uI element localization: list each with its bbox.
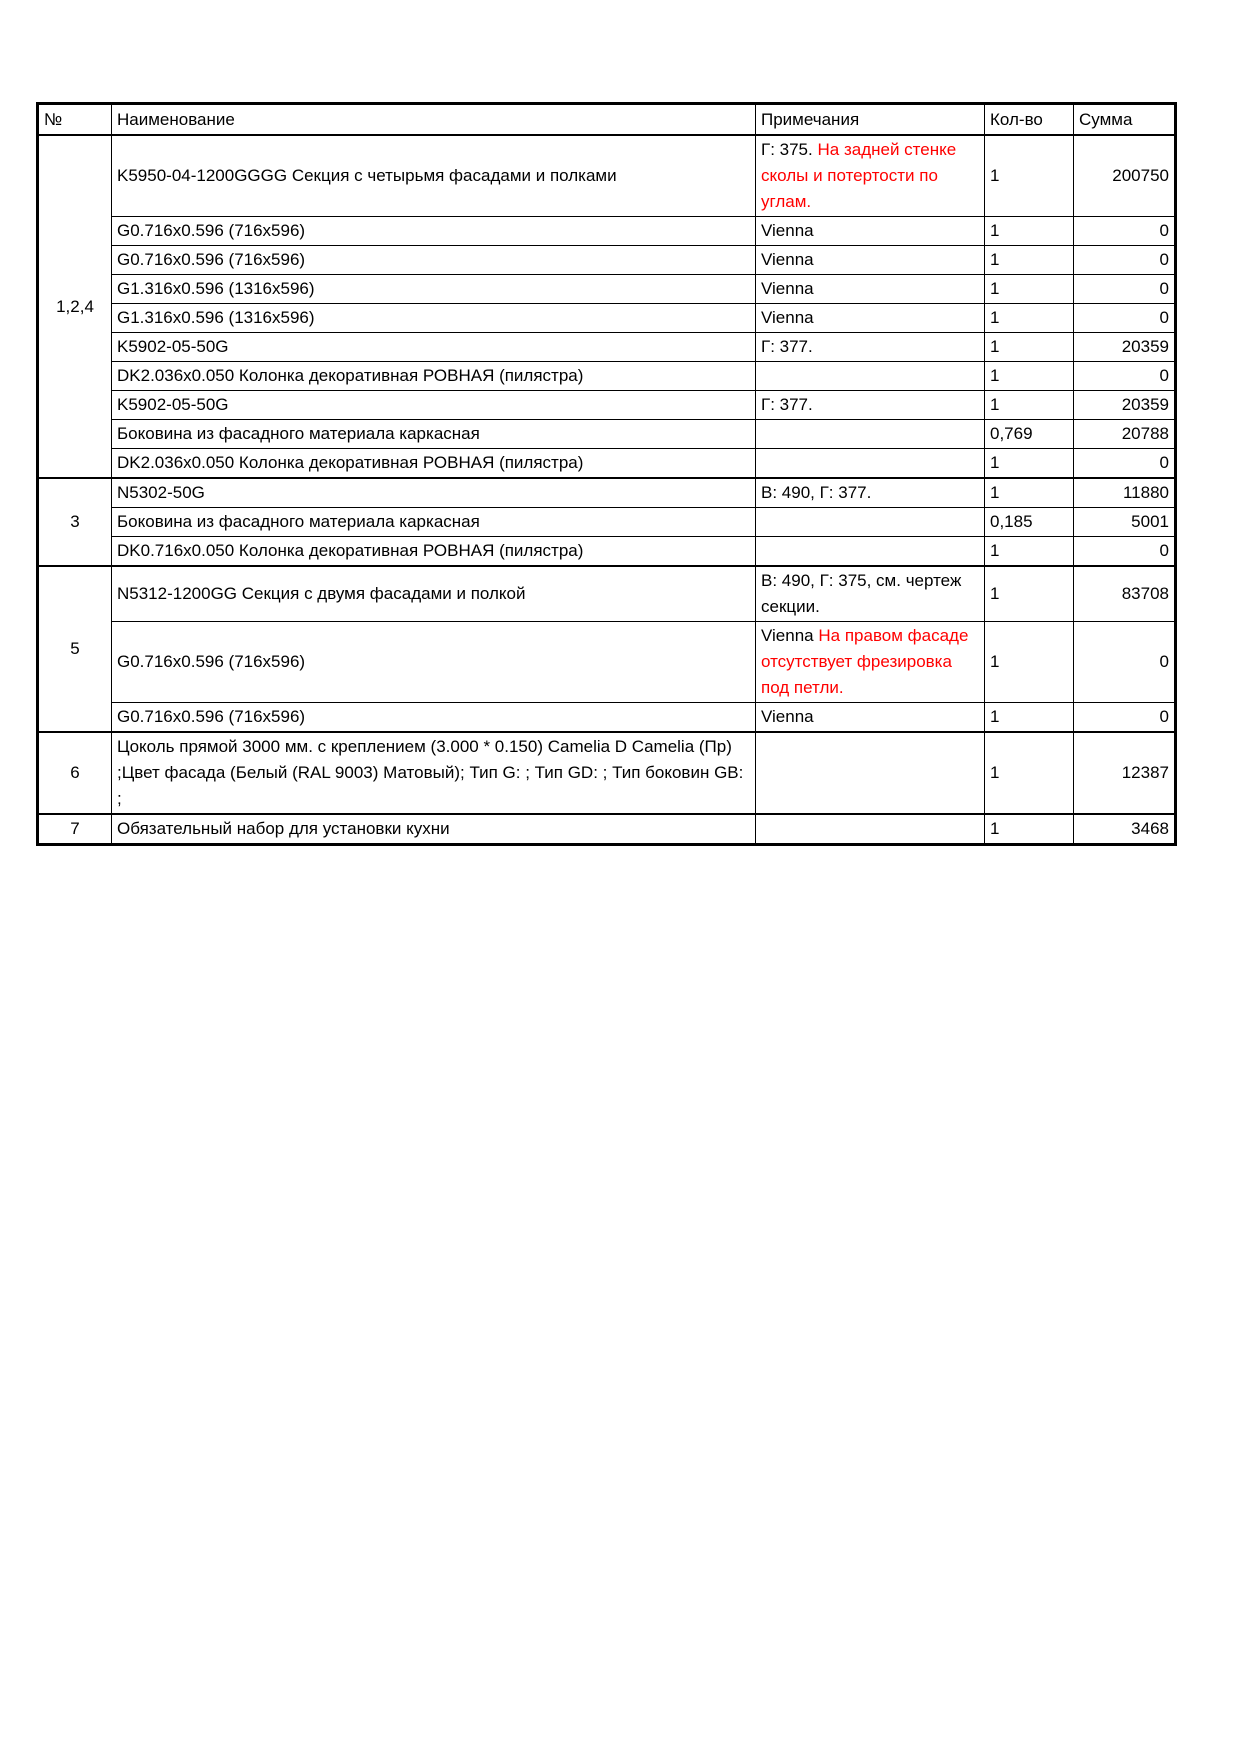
cell-quantity: 1 [985, 135, 1074, 217]
cell-quantity: 1 [985, 703, 1074, 733]
table-row [38, 449, 1176, 479]
cell-notes [756, 508, 985, 537]
cell-item-name: G0.716x0.596 (716x596) [112, 217, 756, 246]
cell-quantity: 0,769 [985, 420, 1074, 449]
cell-quantity: 1 [985, 246, 1074, 275]
table-row [38, 391, 1176, 420]
column-header-sum: Сумма [1074, 104, 1176, 136]
table-row [38, 537, 1176, 567]
note-text: Г: 375. [761, 140, 813, 159]
cell-notes [756, 449, 985, 479]
note-text: Vienna [761, 221, 814, 240]
cell-group-number: 7 [38, 814, 112, 845]
note-text: В: 490, Г: 375, см. чертеж секции. [761, 571, 962, 616]
cell-notes [756, 304, 985, 333]
cell-quantity: 1 [985, 449, 1074, 479]
cell-sum: 20359 [1074, 391, 1176, 420]
cell-quantity: 1 [985, 566, 1074, 622]
cell-quantity: 1 [985, 362, 1074, 391]
column-header-quantity: Кол-во [985, 104, 1074, 136]
note-text: Г: 377. [761, 337, 813, 356]
cell-quantity: 1 [985, 732, 1074, 814]
cell-sum: 20788 [1074, 420, 1176, 449]
items-table [36, 102, 1177, 846]
cell-quantity: 1 [985, 622, 1074, 703]
table-row [38, 333, 1176, 362]
cell-sum: 0 [1074, 304, 1176, 333]
cell-item-name: G0.716x0.596 (716x596) [112, 246, 756, 275]
note-red-text: На задней стенке сколы и потертости по углам. [761, 140, 957, 211]
cell-sum: 5001 [1074, 508, 1176, 537]
cell-notes [756, 703, 985, 733]
cell-quantity: 1 [985, 391, 1074, 420]
table-row [38, 135, 1176, 217]
cell-sum: 0 [1074, 217, 1176, 246]
cell-item-name: DK2.036x0.050 Колонка декоративная РОВНАЯ (пилястра) [112, 449, 756, 479]
table-header [38, 104, 1176, 136]
cell-item-name: G0.716x0.596 (716x596) [112, 622, 756, 703]
table-row [38, 304, 1176, 333]
cell-sum: 0 [1074, 275, 1176, 304]
cell-item-name: DK0.716x0.050 Колонка декоративная РОВНАЯ (пилястра) [112, 537, 756, 567]
note-text: В: 490, Г: 377. [761, 483, 872, 502]
table-row [38, 622, 1176, 703]
cell-item-name: DK2.036x0.050 Колонка декоративная РОВНАЯ (пилястра) [112, 362, 756, 391]
cell-item-name: K5902-05-50G [112, 391, 756, 420]
table-row [38, 420, 1176, 449]
cell-quantity: 1 [985, 478, 1074, 508]
note-text: Vienna [761, 250, 814, 269]
cell-notes [756, 566, 985, 622]
cell-sum: 20359 [1074, 333, 1176, 362]
cell-quantity: 1 [985, 333, 1074, 362]
table-row [38, 478, 1176, 508]
cell-notes [756, 537, 985, 567]
header-row [38, 104, 1176, 136]
cell-sum: 0 [1074, 246, 1176, 275]
cell-notes [756, 622, 985, 703]
spreadsheet-area [36, 102, 1177, 846]
table-row [38, 362, 1176, 391]
column-header-notes: Примечания [756, 104, 985, 136]
cell-notes [756, 478, 985, 508]
cell-sum: 0 [1074, 362, 1176, 391]
cell-item-name: G0.716x0.596 (716x596) [112, 703, 756, 733]
cell-sum: 0 [1074, 703, 1176, 733]
cell-notes [756, 814, 985, 845]
cell-item-name: K5902-05-50G [112, 333, 756, 362]
cell-group-number: 3 [38, 478, 112, 566]
cell-item-name: N5302-50G [112, 478, 756, 508]
cell-notes [756, 275, 985, 304]
cell-sum: 200750 [1074, 135, 1176, 217]
table-body [38, 135, 1176, 845]
cell-notes [756, 217, 985, 246]
cell-notes [756, 732, 985, 814]
cell-item-name: G1.316x0.596 (1316x596) [112, 275, 756, 304]
cell-item-name: K5950-04-1200GGGG Секция с четырьмя фасадами и полками [112, 135, 756, 217]
cell-item-name: Боковина из фасадного материала каркасная [112, 508, 756, 537]
column-header-name: Наименование [112, 104, 756, 136]
cell-quantity: 1 [985, 275, 1074, 304]
table-row [38, 246, 1176, 275]
cell-item-name: G1.316x0.596 (1316x596) [112, 304, 756, 333]
cell-item-name: Обязательный набор для установки кухни [112, 814, 756, 845]
cell-item-name: Цоколь прямой 3000 мм. с креплением (3.000 * 0.150) Camelia D Camelia (Пр) ;Цвет фасада (Белый (RAL 9003) Матовый); Тип G: ; Тип GD: ; Тип боковин GB: ; [112, 732, 756, 814]
note-text: Vienna [761, 308, 814, 327]
cell-group-number: 5 [38, 566, 112, 732]
note-red-text: На правом фасаде отсутствует фрезировка под петли. [761, 626, 969, 697]
cell-sum: 11880 [1074, 478, 1176, 508]
table-row [38, 814, 1176, 845]
cell-item-name: Боковина из фасадного материала каркасная [112, 420, 756, 449]
cell-notes [756, 362, 985, 391]
cell-group-number: 1,2,4 [38, 135, 112, 478]
cell-sum: 0 [1074, 622, 1176, 703]
cell-notes [756, 135, 985, 217]
cell-item-name: N5312-1200GG Секция с двумя фасадами и полкой [112, 566, 756, 622]
cell-sum: 0 [1074, 537, 1176, 567]
note-text: Vienna [761, 626, 814, 645]
cell-quantity: 1 [985, 217, 1074, 246]
cell-quantity: 1 [985, 304, 1074, 333]
table-row [38, 508, 1176, 537]
cell-group-number: 6 [38, 732, 112, 814]
cell-sum: 0 [1074, 449, 1176, 479]
table-row [38, 566, 1176, 622]
cell-quantity: 1 [985, 537, 1074, 567]
cell-sum: 3468 [1074, 814, 1176, 845]
note-text: Vienna [761, 279, 814, 298]
note-text: Vienna [761, 707, 814, 726]
cell-quantity: 1 [985, 814, 1074, 845]
table-row [38, 217, 1176, 246]
cell-notes [756, 333, 985, 362]
note-text: Г: 377. [761, 395, 813, 414]
cell-sum: 83708 [1074, 566, 1176, 622]
table-row [38, 703, 1176, 733]
cell-notes [756, 420, 985, 449]
cell-sum: 12387 [1074, 732, 1176, 814]
cell-quantity: 0,185 [985, 508, 1074, 537]
table-row [38, 732, 1176, 814]
cell-notes [756, 391, 985, 420]
column-header-number: № [38, 104, 112, 136]
cell-notes [756, 246, 985, 275]
table-row [38, 275, 1176, 304]
